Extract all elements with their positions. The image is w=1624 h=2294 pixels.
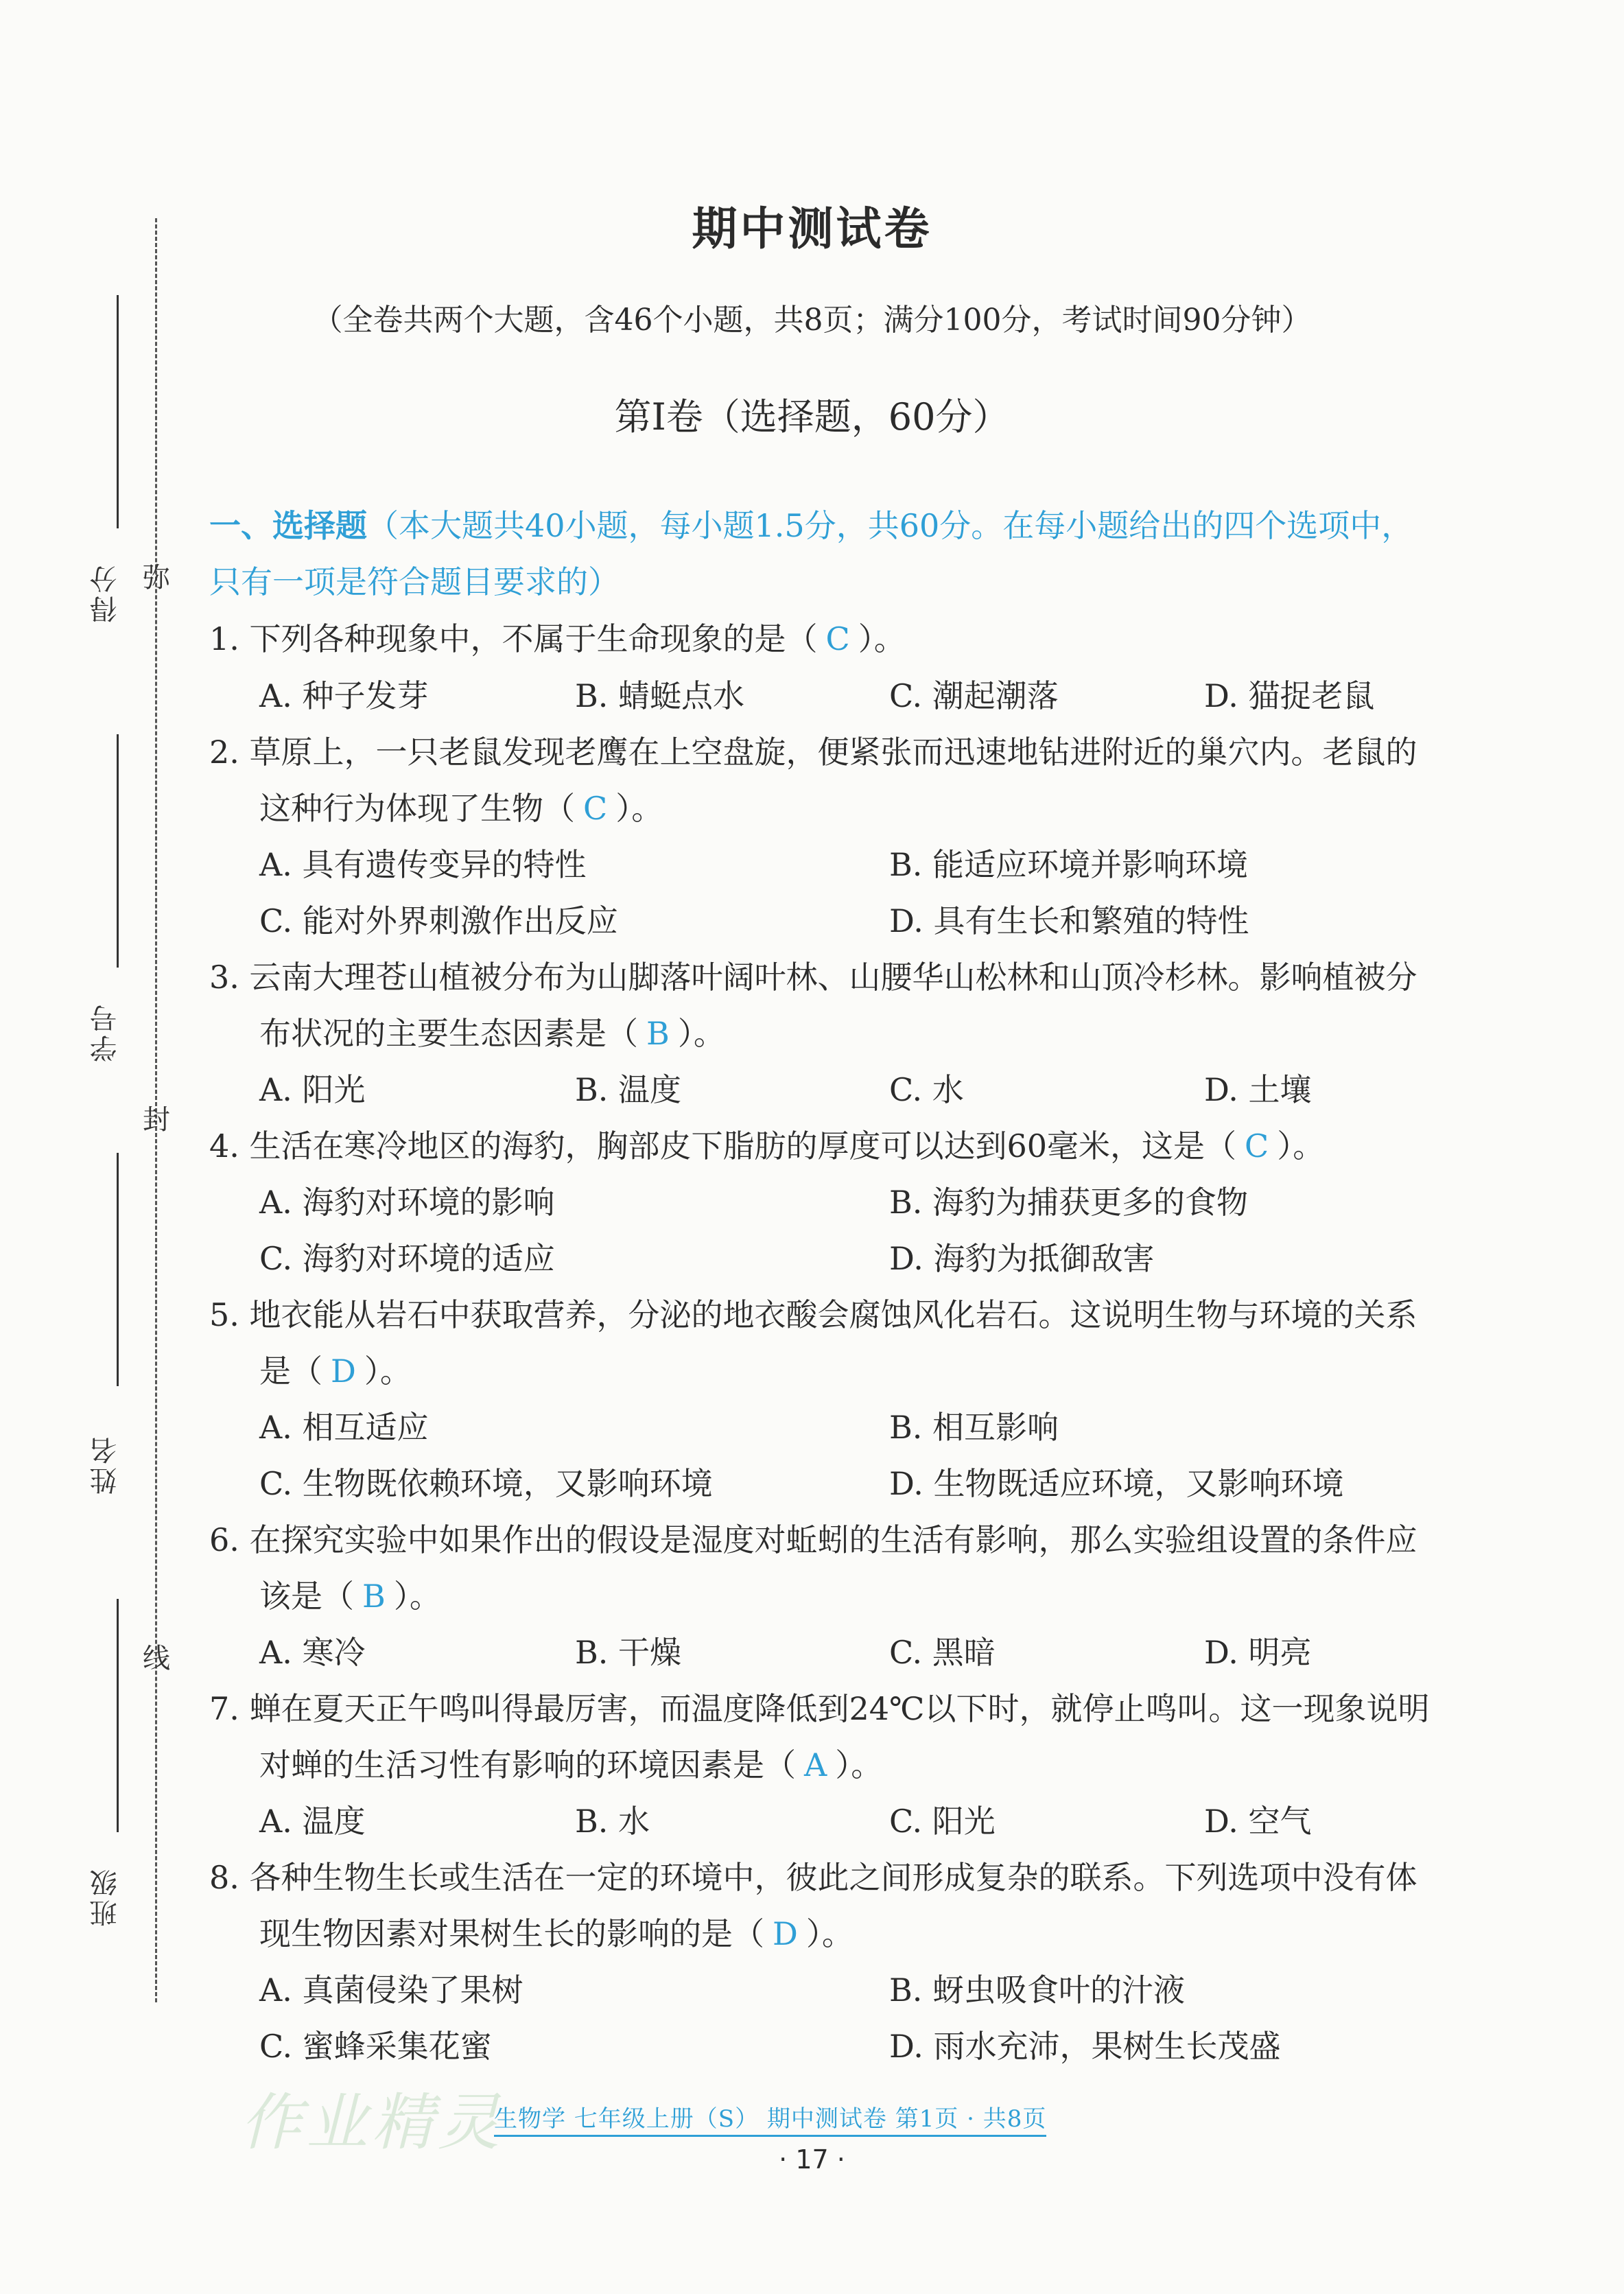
question-5-stem: 是（ — [259, 1353, 322, 1390]
question-8-stem-end: ）。 — [805, 1915, 854, 1952]
question-2-option-c: C. 能对外界刺激作出反应 — [259, 902, 618, 939]
question-6-option-c: C. 黑暗 — [889, 1634, 996, 1671]
question-7-option-d: D. 空气 — [1204, 1803, 1312, 1840]
question-4-stem: 4. 生活在寒冷地区的海豹，胸部皮下脂肪的厚度可以达到60毫米，这是（ — [209, 1127, 1237, 1164]
question-3-stem-end: ）。 — [677, 1015, 725, 1052]
question-2-stem-end: ）。 — [615, 790, 663, 827]
question-8-option-a: A. 真菌侵染了果树 — [259, 1971, 523, 2009]
question-8-option-c: C. 蜜蜂采集花蜜 — [259, 2028, 492, 2065]
question-1-answer: C — [825, 620, 850, 657]
question-4-answer: C — [1245, 1127, 1269, 1164]
question-7-stem-end: ）。 — [835, 1746, 883, 1783]
question-6-stem-end: ）。 — [393, 1578, 441, 1615]
question-2-answer: C — [583, 790, 608, 827]
question-6-answer: B — [362, 1578, 386, 1615]
question-2: 2. 草原上，一只老鼠发现老鹰在上空盘旋，便紧张而迅速地钻进附近的巢穴内。老鼠的 — [209, 734, 1417, 771]
question-4 — [209, 1121, 1324, 1167]
question-5-stem-end: ）。 — [364, 1353, 412, 1390]
question-6-option-b: B. 干燥 — [575, 1634, 682, 1671]
question-2-option-d: D. 具有生长和繁殖的特性 — [889, 902, 1249, 939]
question-7-stem: 对蝉的生活习性有影响的环境因素是（ — [259, 1746, 796, 1783]
question-8-option-b: B. 蚜虫吸食叶的汁液 — [889, 1971, 1186, 2009]
question-5-option-d: D. 生物既适应环境，又影响环境 — [889, 1465, 1344, 1502]
question-8-cont — [259, 1909, 854, 1954]
question-1-stem: 1. 下列各种现象中，不属于生命现象的是（ — [209, 620, 818, 657]
question-3-option-b: B. 温度 — [575, 1071, 682, 1108]
seal-char-xian: 线 — [143, 1643, 170, 1674]
question-1 — [209, 614, 906, 659]
question-1-option-a: A. 种子发芽 — [259, 677, 429, 714]
question-3-option-a: A. 阳光 — [259, 1071, 366, 1108]
question-4-option-c: C. 海豹对环境的适应 — [259, 1240, 555, 1277]
question-1-option-d: D. 猫捉老鼠 — [1204, 677, 1375, 714]
question-6-cont — [259, 1571, 441, 1617]
question-5: 5. 地衣能从岩石中获取营养，分泌的地衣酸会腐蚀风化岩石。这说明生物与环境的关系 — [209, 1296, 1417, 1333]
question-3-option-d: D. 土壤 — [1204, 1071, 1312, 1108]
question-4-option-b: B. 海豹为捕获更多的食物 — [889, 1184, 1249, 1221]
question-3-stem: 布状况的主要生态因素是（ — [259, 1015, 638, 1052]
question-7-answer: A — [804, 1746, 827, 1783]
section-heading — [209, 501, 1413, 546]
question-5-option-a: A. 相互适应 — [259, 1409, 429, 1446]
question-4-option-d: D. 海豹为抵御敌害 — [889, 1240, 1155, 1277]
section-desc-1: （本大题共40小题，每小题1.5分，共60分。在每小题给出的四个选项中， — [367, 507, 1413, 544]
name-underline — [117, 1153, 119, 1386]
question-7-option-c: C. 阳光 — [889, 1803, 996, 1840]
question-2-cont — [259, 784, 663, 829]
score-label: 得分 — [90, 563, 121, 623]
class-underline — [117, 1599, 119, 1832]
question-6: 6. 在探究实验中如果作出的假设是湿度对蚯蚓的生活有影响，那么实验组设置的条件应 — [209, 1521, 1417, 1558]
question-3: 3. 云南大理苍山植被分布为山脚落叶阔叶林、山腰华山松林和山顶冷杉林。影响植被分 — [209, 959, 1417, 996]
question-7-option-a: A. 温度 — [259, 1803, 366, 1840]
question-3-cont — [259, 1009, 725, 1054]
question-8-stem: 现生物因素对果树生长的影响的是（ — [259, 1915, 764, 1952]
page-title: 期中测试卷 — [692, 202, 932, 255]
question-5-answer: D — [331, 1353, 356, 1390]
question-6-stem: 该是（ — [259, 1578, 354, 1615]
student-id-label: 学号 — [90, 1002, 121, 1062]
question-2-stem: 这种行为体现了生物（ — [259, 790, 575, 827]
question-3-option-c: C. 水 — [889, 1071, 964, 1108]
question-2-option-a: A. 具有遗传变异的特性 — [259, 846, 587, 883]
question-2-option-b: B. 能适应环境并影响环境 — [889, 846, 1249, 883]
question-4-option-a: A. 海豹对环境的影响 — [259, 1184, 555, 1221]
question-4-stem-end: ）。 — [1277, 1127, 1325, 1164]
question-8-option-d: D. 雨水充沛，果树生长茂盛 — [889, 2028, 1281, 2065]
part-title: 第Ⅰ卷（选择题，60分） — [614, 395, 1010, 438]
exam-info: （全卷共两个大题，含46个小题，共8页；满分100分，考试时间90分钟） — [312, 303, 1312, 338]
question-7-option-b: B. 水 — [575, 1803, 650, 1840]
seal-char-feng: 封 — [143, 1104, 170, 1136]
question-5-option-c: C. 生物既依赖环境，又影响环境 — [259, 1465, 713, 1502]
section-head-label: 一、选择题 — [209, 507, 367, 544]
question-7-cont — [259, 1740, 882, 1786]
name-label: 姓名 — [90, 1434, 121, 1495]
question-6-option-d: D. 明亮 — [1204, 1634, 1312, 1671]
seal-char-mi: 弥 — [143, 562, 170, 594]
question-5-cont — [259, 1346, 412, 1392]
section-desc-2: 只有一项是符合题目要求的） — [209, 563, 620, 600]
page-footer: 生物学 七年级上册（S） 期中测试卷 第1页 · 共8页 — [494, 2100, 1046, 2137]
student-id-underline — [117, 734, 119, 968]
question-3-answer: B — [646, 1015, 670, 1052]
question-1-option-c: C. 潮起潮落 — [889, 677, 1059, 714]
question-6-option-a: A. 寒冷 — [259, 1634, 366, 1671]
question-1-option-b: B. 蜻蜓点水 — [575, 677, 745, 714]
page-number: · 17 · — [779, 2144, 845, 2175]
question-7: 7. 蝉在夏天正午鸣叫得最厉害，而温度降低到24℃以下时，就停止鸣叫。这一现象说明 — [209, 1690, 1430, 1727]
question-5-option-b: B. 相互影响 — [889, 1409, 1059, 1446]
question-1-stem-end: ）。 — [858, 620, 906, 657]
question-8: 8. 各种生物生长或生活在一定的环境中，彼此之间形成复杂的联系。下列选项中没有体 — [209, 1859, 1417, 1896]
question-8-answer: D — [773, 1915, 798, 1952]
class-label: 班级 — [90, 1866, 121, 1927]
watermark: 作业精灵 — [240, 2087, 504, 2159]
